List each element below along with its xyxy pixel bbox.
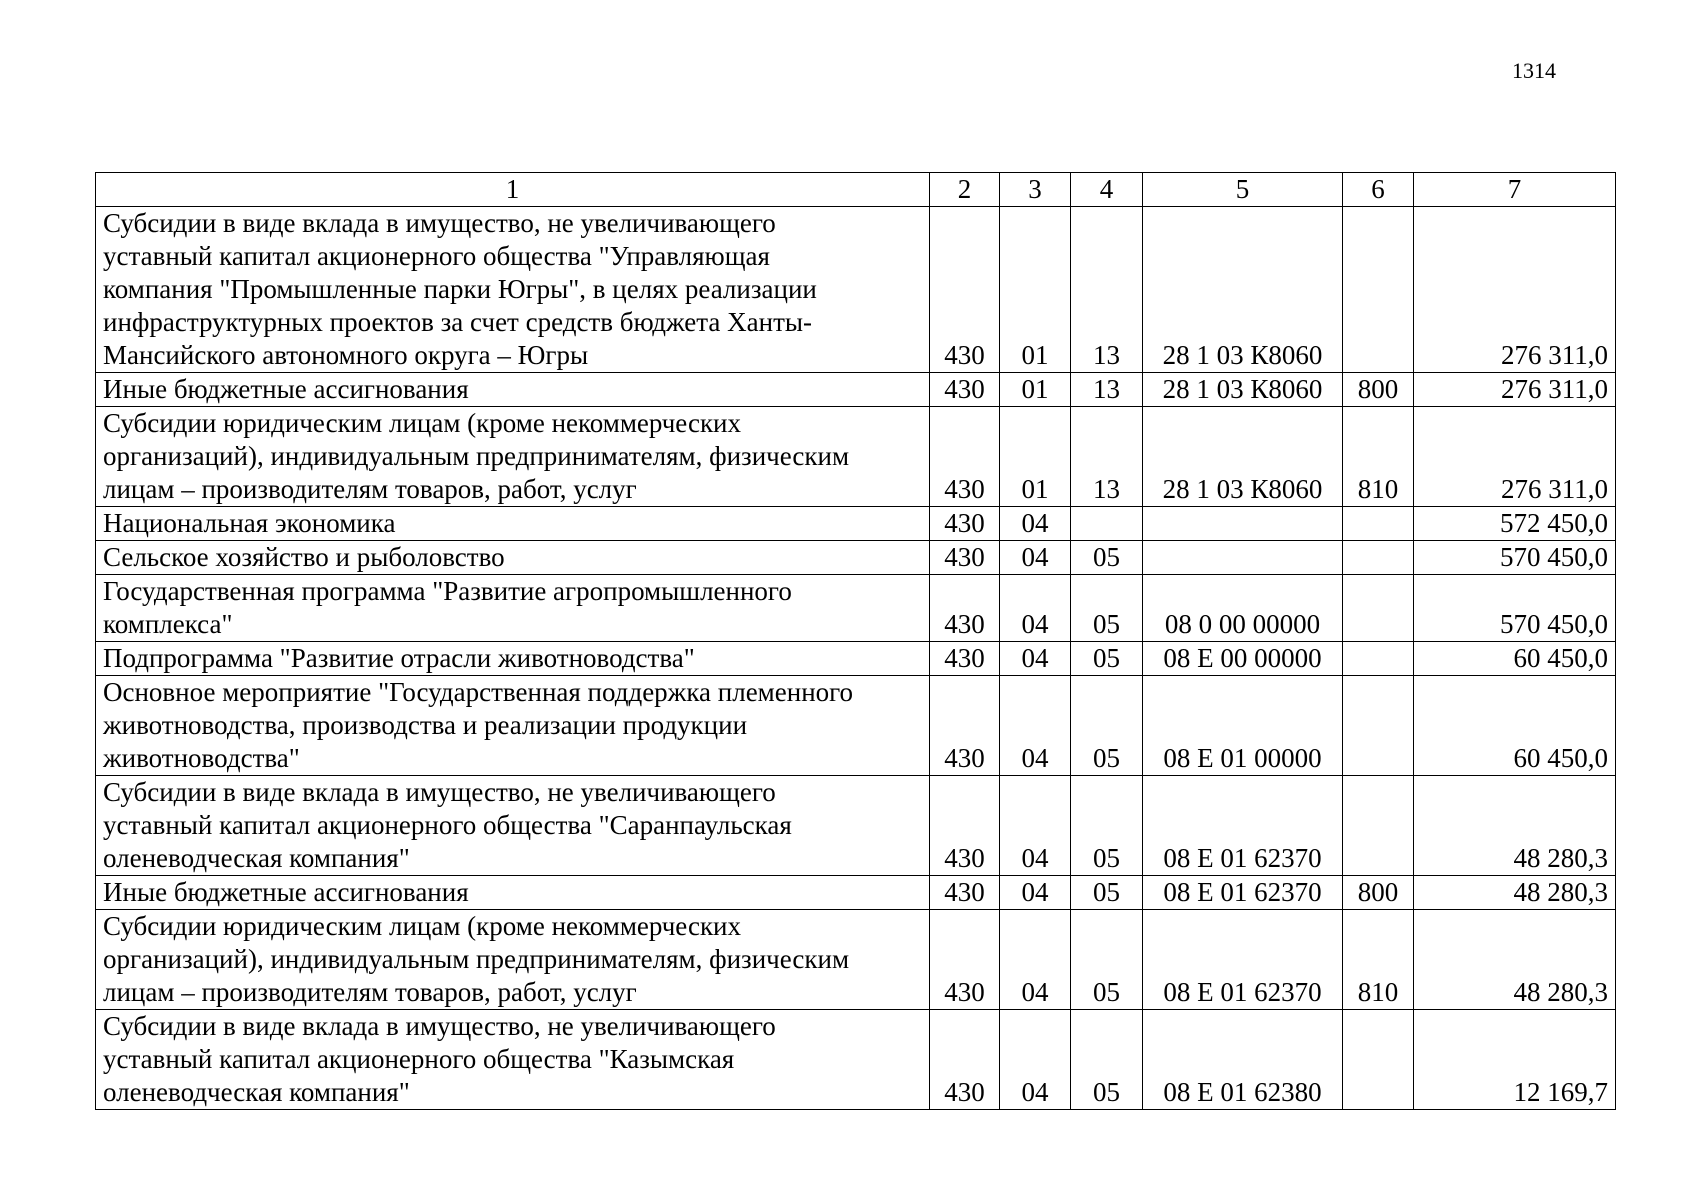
- amount-cell: 276 311,0: [1414, 407, 1616, 507]
- description-line: Иные бюджетные ассигнования: [103, 877, 469, 907]
- admin-code-cell: 430: [930, 207, 1000, 373]
- description-line: лицам – производителям товаров, работ, услуг: [103, 977, 637, 1007]
- header-row: [96, 173, 1616, 207]
- description-cell: [96, 373, 930, 407]
- description-line: животноводства, производства и реализации продукции: [103, 710, 748, 740]
- description-line: Субсидии в виде вклада в имущество, не увеличивающего: [103, 208, 776, 238]
- admin-code-cell: 430: [930, 776, 1000, 876]
- target-article-cell: [1143, 507, 1343, 541]
- description-cell: [96, 575, 930, 642]
- target-article-cell: 28 1 03 К8060: [1143, 207, 1343, 373]
- admin-code-cell: 430: [930, 642, 1000, 676]
- header-cell: 7: [1414, 173, 1616, 207]
- description-line: Субсидии в виде вклада в имущество, не увеличивающего: [103, 777, 776, 807]
- target-article-cell: 08 Е 00 00000: [1143, 642, 1343, 676]
- amount-cell: 570 450,0: [1414, 541, 1616, 575]
- description-line: животноводства": [103, 743, 300, 773]
- expense-type-cell: [1343, 1010, 1414, 1110]
- expense-type-cell: [1343, 507, 1414, 541]
- description-cell: [96, 676, 930, 776]
- amount-cell: 60 450,0: [1414, 676, 1616, 776]
- header-cell: 5: [1143, 173, 1343, 207]
- description-cell: [96, 1010, 930, 1110]
- target-article-cell: 08 0 00 00000: [1143, 575, 1343, 642]
- subsection-cell: 05: [1071, 876, 1143, 910]
- subsection-cell: 05: [1071, 575, 1143, 642]
- subsection-cell: 05: [1071, 541, 1143, 575]
- subsection-cell: 05: [1071, 776, 1143, 876]
- admin-code-cell: 430: [930, 1010, 1000, 1110]
- table-row: [96, 207, 1616, 373]
- description-line: Субсидии юридическим лицам (кроме некоммерческих: [103, 911, 742, 941]
- description-line: уставный капитал акционерного общества "Управляющая: [103, 241, 770, 271]
- subsection-cell: 13: [1071, 407, 1143, 507]
- section-cell: 04: [1000, 1010, 1071, 1110]
- subsection-cell: 13: [1071, 207, 1143, 373]
- table-row: [96, 1010, 1616, 1110]
- description-line: Основное мероприятие "Государственная поддержка племенного: [103, 677, 854, 707]
- description-line: инфраструктурных проектов за счет средств бюджета Ханты-: [103, 307, 813, 337]
- section-cell: 04: [1000, 575, 1071, 642]
- table-row: [96, 776, 1616, 876]
- admin-code-cell: 430: [930, 541, 1000, 575]
- target-article-cell: 08 Е 01 62380: [1143, 1010, 1343, 1110]
- admin-code-cell: 430: [930, 676, 1000, 776]
- amount-cell: 48 280,3: [1414, 876, 1616, 910]
- description-cell: [96, 407, 930, 507]
- table-row: [96, 676, 1616, 776]
- section-cell: 04: [1000, 776, 1071, 876]
- budget-table: [95, 172, 1616, 1110]
- admin-code-cell: 430: [930, 575, 1000, 642]
- admin-code-cell: 430: [930, 910, 1000, 1010]
- expense-type-cell: [1343, 642, 1414, 676]
- description-line: лицам – производителям товаров, работ, услуг: [103, 474, 637, 504]
- section-cell: 01: [1000, 373, 1071, 407]
- expense-type-cell: [1343, 541, 1414, 575]
- amount-cell: 48 280,3: [1414, 776, 1616, 876]
- subsection-cell: [1071, 507, 1143, 541]
- description-line: Иные бюджетные ассигнования: [103, 374, 469, 404]
- expense-type-cell: 810: [1343, 407, 1414, 507]
- page-number: 1314: [1512, 58, 1556, 83]
- header-cell: 3: [1000, 173, 1071, 207]
- amount-cell: 276 311,0: [1414, 373, 1616, 407]
- description-line: уставный капитал акционерного общества "Казымская: [103, 1044, 735, 1074]
- description-line: компания "Промышленные парки Югры", в целях реализации: [103, 274, 817, 304]
- target-article-cell: 08 Е 01 62370: [1143, 776, 1343, 876]
- description-line: Субсидии юридическим лицам (кроме некоммерческих: [103, 408, 742, 438]
- description-cell: [96, 776, 930, 876]
- table-row: [96, 373, 1616, 407]
- description-cell: [96, 541, 930, 575]
- expense-type-cell: [1343, 776, 1414, 876]
- description-line: Национальная экономика: [103, 508, 396, 538]
- target-article-cell: [1143, 541, 1343, 575]
- amount-cell: 60 450,0: [1414, 642, 1616, 676]
- description-line: организаций), индивидуальным предпринимателям, физическим: [103, 944, 850, 974]
- amount-cell: 276 311,0: [1414, 207, 1616, 373]
- section-cell: 01: [1000, 407, 1071, 507]
- subsection-cell: 05: [1071, 910, 1143, 1010]
- table-row: [96, 407, 1616, 507]
- header-cell: 2: [930, 173, 1000, 207]
- expense-type-cell: 800: [1343, 876, 1414, 910]
- table-row: [96, 876, 1616, 910]
- section-cell: 01: [1000, 207, 1071, 373]
- table-row: [96, 507, 1616, 541]
- description-cell: [96, 910, 930, 1010]
- description-line: оленеводческая компания": [103, 843, 410, 873]
- admin-code-cell: 430: [930, 407, 1000, 507]
- section-cell: 04: [1000, 541, 1071, 575]
- description-cell: [96, 507, 930, 541]
- amount-cell: 48 280,3: [1414, 910, 1616, 1010]
- table-row: [96, 642, 1616, 676]
- section-cell: 04: [1000, 876, 1071, 910]
- amount-cell: 570 450,0: [1414, 575, 1616, 642]
- subsection-cell: 13: [1071, 373, 1143, 407]
- description-line: уставный капитал акционерного общества "Саранпаульская: [103, 810, 792, 840]
- expense-type-cell: [1343, 575, 1414, 642]
- target-article-cell: 28 1 03 К8060: [1143, 373, 1343, 407]
- admin-code-cell: 430: [930, 373, 1000, 407]
- header-cell: 1: [96, 173, 930, 207]
- description-line: оленеводческая компания": [103, 1077, 410, 1107]
- expense-type-cell: 810: [1343, 910, 1414, 1010]
- target-article-cell: 08 Е 01 62370: [1143, 910, 1343, 1010]
- expense-type-cell: [1343, 207, 1414, 373]
- description-line: Сельское хозяйство и рыболовство: [103, 542, 505, 572]
- subsection-cell: 05: [1071, 642, 1143, 676]
- description-line: комплекса": [103, 609, 233, 639]
- target-article-cell: 08 Е 01 62370: [1143, 876, 1343, 910]
- expense-type-cell: [1343, 676, 1414, 776]
- description-cell: [96, 642, 930, 676]
- description-line: Субсидии в виде вклада в имущество, не увеличивающего: [103, 1011, 776, 1041]
- section-cell: 04: [1000, 676, 1071, 776]
- target-article-cell: 08 Е 01 00000: [1143, 676, 1343, 776]
- target-article-cell: 28 1 03 К8060: [1143, 407, 1343, 507]
- section-cell: 04: [1000, 507, 1071, 541]
- description-line: Государственная программа "Развитие агропромышленного: [103, 576, 792, 606]
- description-line: Подпрограмма "Развитие отрасли животноводства": [103, 643, 695, 673]
- admin-code-cell: 430: [930, 876, 1000, 910]
- description-cell: [96, 207, 930, 373]
- amount-cell: 572 450,0: [1414, 507, 1616, 541]
- table-row: [96, 910, 1616, 1010]
- amount-cell: 12 169,7: [1414, 1010, 1616, 1110]
- header-cell: 4: [1071, 173, 1143, 207]
- description-line: Мансийского автономного округа – Югры: [103, 340, 589, 370]
- subsection-cell: 05: [1071, 1010, 1143, 1110]
- admin-code-cell: 430: [930, 507, 1000, 541]
- subsection-cell: 05: [1071, 676, 1143, 776]
- header-cell: 6: [1343, 173, 1414, 207]
- description-line: организаций), индивидуальным предпринимателям, физическим: [103, 441, 850, 471]
- table-row: [96, 541, 1616, 575]
- table-row: [96, 575, 1616, 642]
- section-cell: 04: [1000, 642, 1071, 676]
- section-cell: 04: [1000, 910, 1071, 1010]
- expense-type-cell: 800: [1343, 373, 1414, 407]
- description-cell: [96, 876, 930, 910]
